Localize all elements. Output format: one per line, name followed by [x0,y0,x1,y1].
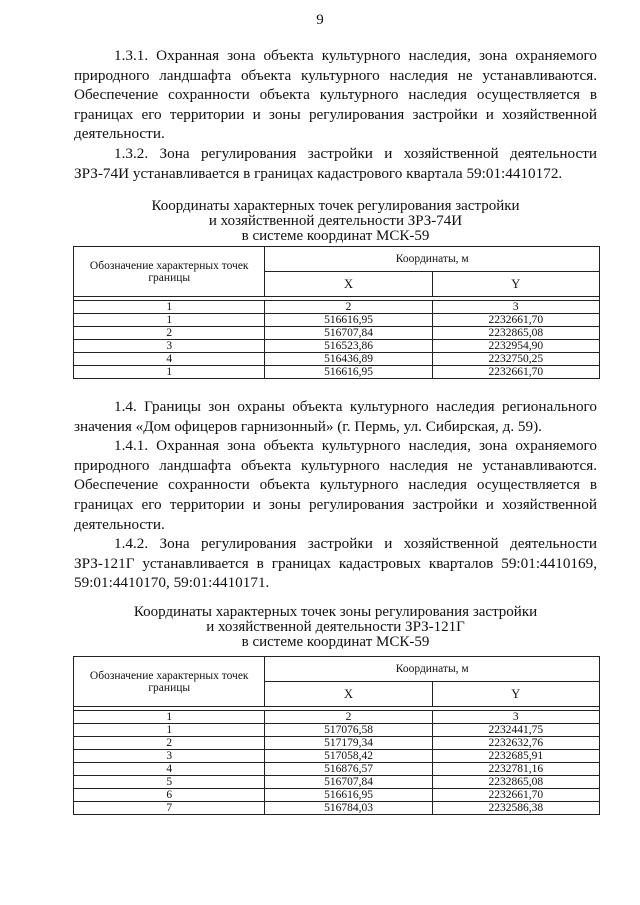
coord-y: 2232865,08 [432,327,599,340]
table1-title-line2: и хозяйственной деятельности ЗРЗ-74И [208,213,463,229]
coord-x: 516707,84 [265,327,432,340]
coordinates-table-zrz-74i [73,246,600,379]
coord-x: 516616,95 [265,314,432,327]
coord-x: 516616,95 [265,789,432,802]
coord-x: 517058,42 [265,750,432,763]
header-designation: Обозначение характерных точек границы [74,247,265,297]
coord-x: 516784,03 [265,802,432,815]
table-row [74,314,600,327]
point-number: 7 [74,802,265,815]
point-number: 4 [74,353,265,366]
paragraph-1-3-2: 1.3.2. Зона регулирования застройки и хозяйственной деятельности ЗРЗ-74И устанавливается в границах кадастрового квартала 59:01:4410172. [74,144,597,182]
column-number: 3 [432,711,599,724]
point-number: 3 [74,750,265,763]
table2-title-line1: Координаты характерных точек зоны регулирования застройки [133,604,538,620]
page-number: 9 [316,12,324,28]
coord-x: 516876,57 [265,763,432,776]
table-row [74,763,600,776]
table-row [74,327,600,340]
coord-y: 2232865,08 [432,776,599,789]
point-number: 3 [74,340,265,353]
table-row [74,353,600,366]
table-row [74,789,600,802]
coord-x: 517076,58 [265,724,432,737]
point-number: 1 [74,366,265,379]
coord-y: 2232661,70 [432,366,599,379]
coord-y: 2232781,16 [432,763,599,776]
table-row [74,366,600,379]
table-row [74,776,600,789]
point-number: 1 [74,724,265,737]
section-1-3 [74,46,597,183]
point-number: 6 [74,789,265,802]
coord-x: 516707,84 [265,776,432,789]
column-number: 1 [74,711,265,724]
table1-title [74,199,597,244]
point-number: 5 [74,776,265,789]
coord-y: 2232661,70 [432,789,599,802]
column-number: 2 [265,301,432,314]
column-number: 1 [74,301,265,314]
coord-y: 2232586,38 [432,802,599,815]
header-x: X [265,272,432,297]
coord-y: 2232954,90 [432,340,599,353]
section-1-4 [74,397,597,593]
coordinates-table-zrz-121g [73,656,600,815]
coord-y: 2232685,91 [432,750,599,763]
coord-x: 516616,95 [265,366,432,379]
table2-title-line3: в системе координат МСК-59 [241,634,430,650]
point-number: 1 [74,314,265,327]
column-number-row [74,711,600,724]
coord-y: 2232632,76 [432,737,599,750]
table2-title-line2: и хозяйственной деятельности ЗРЗ-121Г [206,619,465,635]
header-x: X [265,682,432,707]
point-number: 2 [74,737,265,750]
coord-y: 2232441,75 [432,724,599,737]
coord-x: 517179,34 [265,737,432,750]
table2-title [74,605,597,650]
header-coordinates: Координаты, м [265,247,600,272]
point-number: 2 [74,327,265,340]
coord-x: 516523,86 [265,340,432,353]
column-number: 3 [432,301,599,314]
column-number: 2 [265,711,432,724]
paragraph-1-4: 1.4. Границы зон охраны объекта культурного наследия регионального значения «Дом офицеров гарнизонный» (г. Пермь, ул. Сибирская, д. 59). [74,398,597,435]
header-coordinates: Координаты, м [265,657,600,682]
table-row [74,802,600,815]
point-number: 4 [74,763,265,776]
table-row [74,724,600,737]
paragraph-1-4-2: 1.4.2. Зона регулирования застройки и хозяйственной деятельности ЗРЗ-121Г устанавливается в границах кадастровых кварталов 59:01:4410169, 59:01:4410170, 59:01:4410171. [74,535,597,592]
coord-y: 2232750,25 [432,353,599,366]
table-row [74,737,600,750]
header-y: Y [432,272,599,297]
table1-title-line1: Координаты характерных точек регулирования застройки [151,198,520,214]
header-y: Y [432,682,599,707]
coord-y: 2232661,70 [432,314,599,327]
coord-x: 516436,89 [265,353,432,366]
table1-title-line3: в системе координат МСК-59 [241,228,430,244]
table-row [74,750,600,763]
header-designation: Обозначение характерных точек границы [74,657,265,707]
column-number-row [74,301,600,314]
paragraph-1-3-1: 1.3.1. Охранная зона объекта культурного наследия, зона охраняемого природного ландшафта объекта культурного наследия не устанавливаются. Обеспечение сохранности объекта культурного наследия осуществляется в границах его территории и зоны регулирования застройки и хозяйственной деятельности. [74,47,597,143]
paragraph-1-4-1: 1.4.1. Охранная зона объекта культурного наследия, зона охраняемого природного ландшафта объекта культурного наследия не устанавливаются. Обеспечение сохранности объекта культурного наследия осуществляется в границах его территории и зоны регулирования застройки и хозяйственной деятельности. [74,437,597,533]
table-row [74,340,600,353]
